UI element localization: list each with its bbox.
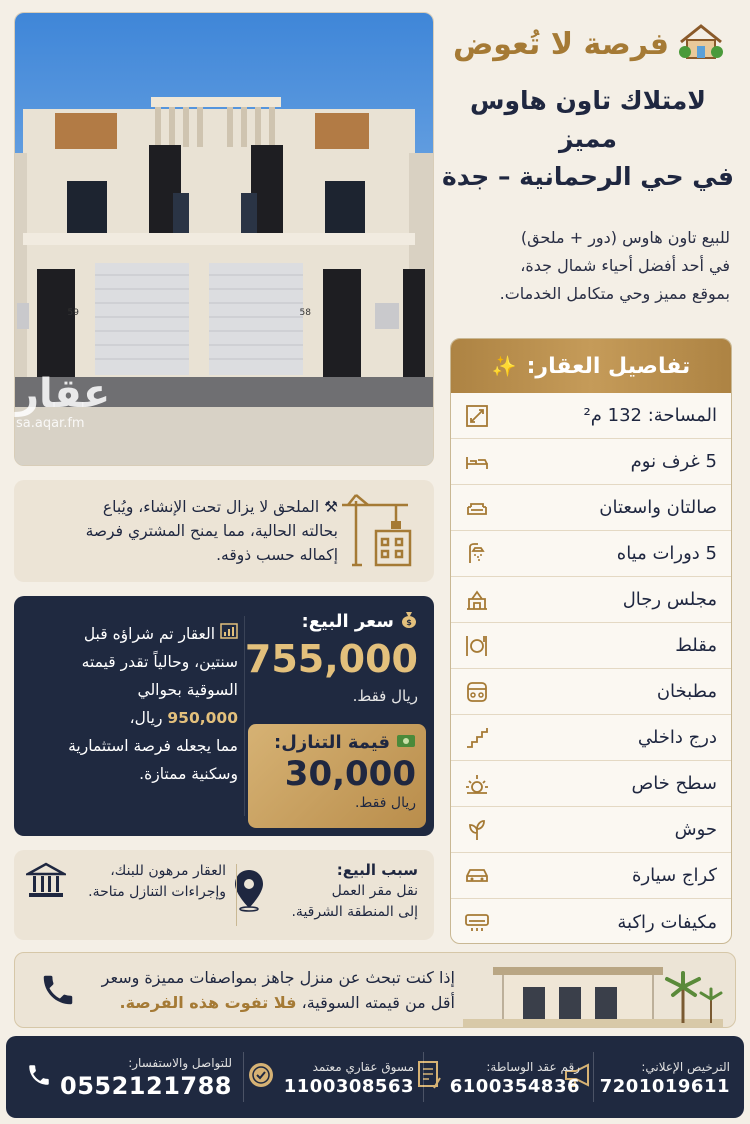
- bank-icon: [26, 860, 66, 904]
- footer-divider-2: [423, 1052, 424, 1102]
- footer: [6, 1036, 744, 1118]
- house-number-left: 59: [67, 308, 79, 318]
- cta-highlight: فلا تفوت هذه الفرصة.: [119, 993, 297, 1012]
- note-value-unit: ريال،: [129, 709, 163, 727]
- hammer-icon: ⚒: [324, 498, 338, 516]
- waiver-value: 30,000: [284, 754, 416, 794]
- bed-icon: [463, 448, 491, 476]
- car-icon: [463, 862, 491, 890]
- price-divider: [244, 616, 245, 816]
- svg-text:$: $: [406, 618, 412, 627]
- waiver-label: قيمة التنازل:: [274, 732, 390, 753]
- cta-line-2: أقل من قيمته السوقية،: [301, 993, 455, 1012]
- ac-icon: [463, 908, 491, 936]
- note-line-6: وسكنية ممتازة.: [139, 765, 238, 783]
- villa-illustration: [463, 953, 723, 1031]
- detail-item: [451, 623, 731, 669]
- watermark-url: sa.aqar.fm: [16, 416, 85, 431]
- contact-label: للتواصل والاستفسار:: [128, 1056, 232, 1070]
- price-currency: ريال فقط.: [352, 687, 418, 705]
- detail-label: حوش: [674, 819, 717, 840]
- crane-icon: [338, 491, 418, 571]
- license-value: 7201019611: [599, 1075, 730, 1097]
- cash-icon: [396, 732, 416, 753]
- contact-info[interactable]: [26, 1044, 232, 1110]
- sale-reason: [232, 860, 418, 923]
- details-title: تفاصيل العقار:: [526, 353, 691, 379]
- reason-title: سبب البيع:: [336, 861, 418, 879]
- yard-icon: [463, 816, 491, 844]
- footer-divider-1: [593, 1052, 594, 1102]
- description-line-3: بموقع مميز وحي متكامل الخدمات.: [499, 284, 730, 303]
- detail-item: [451, 761, 731, 807]
- waiver-box: [248, 724, 426, 828]
- detail-label: مجلس رجال: [622, 589, 717, 610]
- header: [440, 22, 736, 196]
- stairs-icon: [463, 724, 491, 752]
- detail-item: [451, 715, 731, 761]
- detail-label: كراج سيارة: [632, 865, 717, 886]
- detail-label: المساحة: 132 م²: [583, 405, 717, 426]
- market-value-note: [28, 620, 238, 788]
- marketer-info: [246, 1044, 414, 1110]
- detail-label: 5 غرف نوم: [630, 451, 717, 472]
- detail-item: [451, 531, 731, 577]
- detail-label: 5 دورات مياه: [616, 543, 717, 564]
- annex-line-1: الملحق لا يزال تحت الإنشاء، ويُباع: [102, 498, 320, 516]
- detail-item: [451, 577, 731, 623]
- reason-divider: [236, 864, 237, 926]
- detail-label: درج داخلي: [637, 727, 717, 748]
- house-number-right: 58: [299, 308, 311, 318]
- detail-item: [451, 485, 731, 531]
- waiver-currency: ريال فقط.: [354, 795, 416, 811]
- location-pin-icon: [232, 868, 266, 916]
- price-label: سعر البيع:: [301, 611, 394, 632]
- description-line-2: في أحد أفضل أحياء شمال جدة،: [520, 256, 730, 275]
- detail-label: سطح خاص: [631, 773, 717, 794]
- brokerage-value: 6100354836: [449, 1075, 580, 1097]
- detail-label: صالتان واسعتان: [599, 497, 717, 518]
- detail-item: [451, 853, 731, 899]
- area-icon: [463, 402, 491, 430]
- sparkle-icon: ✨: [491, 354, 517, 378]
- contact-phone[interactable]: 0552121788: [60, 1072, 232, 1100]
- footer-divider-3: [243, 1052, 244, 1102]
- call-to-action: [14, 952, 736, 1028]
- annex-line-3: إكماله حسب ذوقه.: [216, 546, 338, 564]
- money-bag-icon: [400, 610, 418, 633]
- watermark-brand: عقار: [16, 371, 111, 417]
- cta-line-1: إذا كنت تبحث عن منزل جاهز بمواصفات مميزة وسعر: [101, 968, 455, 987]
- details-header: [451, 339, 731, 393]
- detail-label: مطبخان: [656, 681, 717, 702]
- footer-phone-icon: [26, 1062, 52, 1092]
- badge-icon: [246, 1060, 276, 1094]
- dining-icon: [463, 632, 491, 660]
- subtitle-line-2: في حي الرحمانية – جدة: [442, 162, 734, 191]
- kitchen-icon: [463, 678, 491, 706]
- detail-item: [451, 807, 731, 853]
- subtitle-line-1: لامتلاك تاون هاوس مميز: [469, 86, 706, 153]
- reason-box: [14, 850, 434, 940]
- detail-item: [451, 439, 731, 485]
- contract-icon: [416, 1060, 442, 1094]
- bank-line-1: العقار مرهون للبنك،: [110, 863, 226, 879]
- description-line-1: للبيع تاون هاوس (دور + ملحق): [520, 228, 730, 247]
- marketer-label: مسوق عقاري معتمد: [312, 1059, 414, 1074]
- shower-icon: [463, 540, 491, 568]
- phone-icon[interactable]: [39, 971, 77, 1013]
- sofa-icon: [463, 494, 491, 522]
- annex-note: [14, 480, 434, 582]
- bank-note: [26, 860, 226, 904]
- brokerage-info: [416, 1044, 580, 1110]
- majlis-icon: [463, 586, 491, 614]
- detail-label: مكيفات راكبة: [617, 911, 717, 933]
- bank-line-2: وإجراءات التنازل متاحة.: [88, 884, 226, 900]
- license-info: [562, 1044, 730, 1110]
- note-line-1: العقار تم شراؤه قبل: [83, 625, 216, 643]
- detail-item: [451, 393, 731, 439]
- detail-item: [451, 899, 731, 944]
- roof-icon: [463, 770, 491, 798]
- note-line-3: السوقية بحوالي: [137, 681, 238, 699]
- note-value: 950,000: [167, 709, 238, 727]
- detail-label: مقلط: [675, 635, 717, 656]
- detail-item: [451, 669, 731, 715]
- marketer-value: 1100308563: [283, 1075, 414, 1097]
- watermark: [16, 372, 136, 431]
- license-label: الترخيص الإعلاني:: [641, 1059, 730, 1074]
- price-value: 755,000: [244, 637, 418, 681]
- price-card: [14, 596, 434, 836]
- description: [438, 224, 730, 308]
- property-details: [450, 338, 732, 944]
- note-line-5: مما يجعله فرصة استثمارية: [68, 737, 238, 755]
- reason-line-2: إلى المنطقة الشرقية.: [291, 904, 418, 920]
- brokerage-label: رقم عقد الوساطة:: [486, 1059, 580, 1074]
- page-title: فرصة لا تُعوض: [452, 26, 670, 62]
- note-line-2: سنتين، وحالياً تقدر قيمته: [81, 653, 238, 671]
- reason-line-1: نقل مقر العمل: [331, 883, 418, 899]
- annex-line-2: بحالته الحالية، مما يمنح المشتري فرصة: [85, 522, 338, 540]
- house-icon: [679, 22, 723, 66]
- chart-icon: [215, 625, 238, 643]
